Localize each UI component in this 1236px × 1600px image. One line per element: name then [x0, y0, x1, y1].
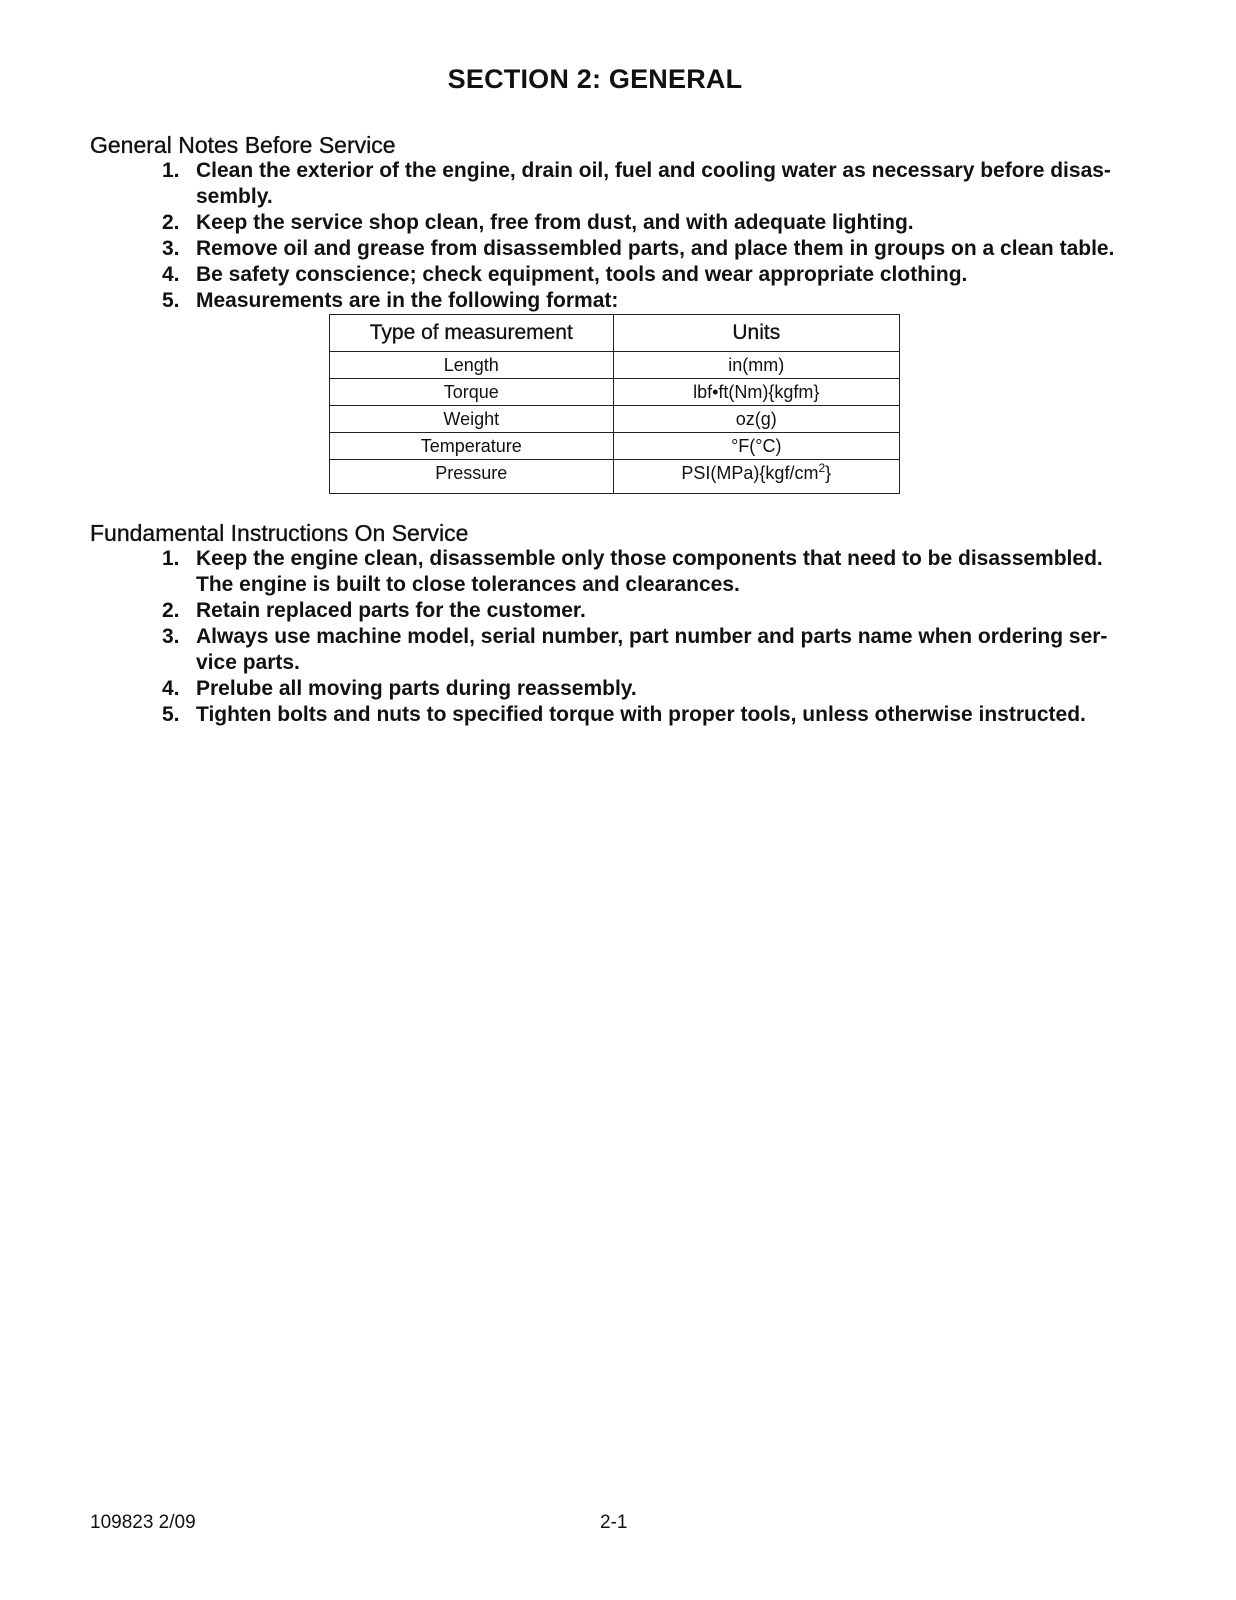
- list-item: 5. Measurements are in the following format:: [162, 289, 619, 312]
- list-item: 1. Keep the engine clean, disassemble only those components that need to be disassembled. The engine is built to close tolerances and clearances.: [162, 547, 1103, 596]
- fundamental-instructions-list: [0, 546, 1141, 728]
- table-header-row: [330, 315, 900, 352]
- list-item: 3. Always use machine model, serial number, part number and parts name when ordering ser-vice parts.: [162, 625, 1108, 674]
- measurement-type-cell: Torque: [330, 379, 614, 406]
- measurement-type-cell: Temperature: [330, 433, 614, 460]
- list-item: 5. Tighten bolts and nuts to specified torque with proper tools, unless otherwise instructed.: [162, 703, 1086, 726]
- list-item: 4. Be safety conscience; check equipment, tools and wear appropriate clothing.: [162, 263, 968, 286]
- column-header-units: Units: [613, 315, 899, 352]
- table-row: [330, 352, 900, 379]
- measurement-unit-cell: oz(g): [613, 406, 899, 433]
- measurement-unit-cell: $PSI(MPa)\{kgf/cm^2\}$: [613, 460, 899, 494]
- list-item: 3. Remove oil and grease from disassembled parts, and place them in groups on a clean table.: [162, 237, 1115, 260]
- section-heading-fundamental-instructions: Fundamental Instructions On Service: [90, 520, 469, 546]
- measurement-unit-cell: lbf•ft(Nm){kgfm}: [613, 379, 899, 406]
- table-row: [330, 433, 900, 460]
- measurement-format-table: [329, 314, 900, 494]
- table-row: [330, 379, 900, 406]
- list-item: 2. Keep the service shop clean, free from dust, and with adequate lighting.: [162, 211, 914, 234]
- measurement-type-cell: Weight: [330, 406, 614, 433]
- measurement-type-cell: Pressure: [330, 460, 614, 494]
- page-title: SECTION 2: GENERAL: [447, 64, 743, 94]
- list-item: 4. Prelube all moving parts during reassembly.: [162, 677, 637, 700]
- general-notes-list: [0, 158, 1141, 314]
- section-heading-general-notes: General Notes Before Service: [90, 132, 396, 158]
- list-item: 1. Clean the exterior of the engine, drain oil, fuel and cooling water as necessary before disas-sembly.: [162, 159, 1111, 208]
- table-row: [330, 460, 900, 494]
- footer-page-number: 2-1: [600, 1512, 628, 1533]
- footer-document-number: 109823 2/09: [90, 1512, 196, 1533]
- list-item: 2. Retain replaced parts for the customer.: [162, 599, 586, 622]
- column-header-type: Type of measurement: [330, 315, 614, 352]
- table-row: [330, 406, 900, 433]
- measurement-unit-cell: in(mm): [613, 352, 899, 379]
- measurement-type-cell: Length: [330, 352, 614, 379]
- measurement-unit-cell: °F(°C): [613, 433, 899, 460]
